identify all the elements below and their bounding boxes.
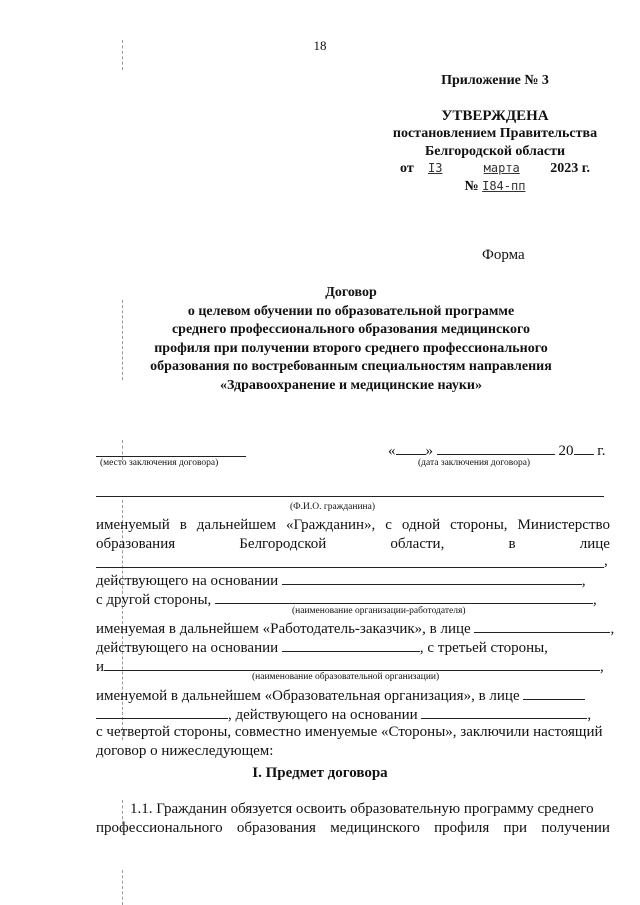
number-value: I84-пп <box>482 179 526 193</box>
scan-margin-mark <box>122 440 123 460</box>
word: профиля <box>434 820 490 836</box>
date-prefix: от <box>400 161 414 176</box>
word: Министерство <box>517 517 610 533</box>
approval-date <box>360 161 630 177</box>
comma: , <box>600 659 604 675</box>
citizen-name-field[interactable] <box>96 496 604 497</box>
paragraph-line: с четвертой стороны, совместно именуемые «Стороны», заключили настоящий <box>96 724 603 740</box>
place-caption: (место заключения договора) <box>100 458 219 468</box>
line-text: с другой стороны, <box>96 592 212 608</box>
word: получении <box>541 820 610 836</box>
approved-label: УТВЕРЖДЕНА <box>441 108 549 124</box>
year-prefix: 20 <box>558 443 574 459</box>
word: дальнейшем <box>196 517 276 533</box>
line-text: и <box>96 659 105 675</box>
scan-margin-mark <box>122 870 123 905</box>
quote-open: « <box>388 443 396 459</box>
basis-field[interactable] <box>282 570 582 585</box>
comma: , <box>587 707 592 723</box>
employer-field[interactable] <box>215 589 593 604</box>
approval-number <box>360 179 630 195</box>
date-year: 2023 г. <box>550 161 590 176</box>
approved-by-line1: постановлением Правительства <box>392 126 598 141</box>
paragraph-line <box>96 618 615 638</box>
title-line: «Здравоохранение и медицинские науки» <box>220 377 482 393</box>
title-line: о целевом обучении по образовательной программе <box>187 303 515 319</box>
word: именуемый <box>96 517 170 533</box>
paragraph-line <box>96 637 610 657</box>
word: профессионального <box>96 820 223 836</box>
page-number: 18 <box>313 38 327 53</box>
paragraph-line: 1.1. Гражданин обязуется освоить образовательную программу среднего <box>130 801 594 817</box>
word: образования <box>96 536 176 552</box>
date-caption: (дата заключения договора) <box>418 458 531 468</box>
word: области, <box>390 536 445 552</box>
edu-org-caption: (наименование образовательной организации) <box>252 672 440 682</box>
word: медицинского <box>330 820 420 836</box>
year-field[interactable] <box>574 440 594 455</box>
line-text: именуемая в дальнейшем «Работодатель-заказчик», в лице <box>96 621 471 637</box>
title-line: образования по востребованным специальностям направления <box>150 359 552 374</box>
paragraph-line <box>96 570 610 590</box>
day-field[interactable] <box>396 440 426 455</box>
word: при <box>503 820 528 836</box>
edu-representative-field-cont[interactable] <box>96 704 228 719</box>
employer-caption: (наименование организации-работодателя) <box>292 606 466 616</box>
contract-date <box>388 440 605 460</box>
paragraph-line <box>96 516 610 534</box>
number-prefix: № <box>464 179 479 194</box>
date-month: марта <box>483 161 520 175</box>
comma: , <box>610 621 615 637</box>
edu-representative-field[interactable] <box>523 685 585 700</box>
appendix-label: Приложение № 3 <box>441 73 549 88</box>
title-line: профиля при получении второго среднего профессионального <box>154 340 548 356</box>
line-text: действующего на основании <box>96 573 279 589</box>
word: «Гражданин», <box>285 517 376 533</box>
citizen-caption: (Ф.И.О. гражданина) <box>290 502 375 512</box>
word: Белгородской <box>239 536 327 552</box>
comma: , <box>604 553 608 569</box>
employer-basis-field[interactable] <box>282 637 420 652</box>
word: с <box>385 517 392 533</box>
paragraph-line <box>96 535 610 553</box>
word: одной <box>401 517 441 533</box>
edu-basis-field[interactable] <box>421 704 587 719</box>
line-text: именуемой в дальнейшем «Образовательная организация», в лице <box>96 688 520 704</box>
title-line: среднего профессионального образования медицинского <box>171 322 531 337</box>
word: стороны, <box>450 517 508 533</box>
representative-field[interactable] <box>96 567 604 568</box>
quote-close: » <box>425 443 433 459</box>
paragraph-line <box>96 685 610 705</box>
approved-by-line2: Белгородской области <box>424 144 566 159</box>
date-day: I3 <box>427 161 443 175</box>
line-text: действующего на основании <box>96 640 279 656</box>
document-title <box>96 284 606 395</box>
word: в <box>508 536 516 552</box>
month-field[interactable] <box>437 440 555 455</box>
word: лице <box>579 536 610 552</box>
paragraph-line: договор о нижеследующем: <box>96 743 274 759</box>
employer-representative-field[interactable] <box>474 618 610 633</box>
comma: , <box>581 573 586 589</box>
paragraph-line <box>96 819 610 837</box>
year-suffix: г. <box>597 443 606 459</box>
line-text: , с третьей стороны, <box>419 640 548 656</box>
line-text: , действующего на основании <box>228 707 418 723</box>
comma: , <box>593 592 597 608</box>
title-line: Договор <box>325 285 377 300</box>
form-label: Форма <box>482 247 525 263</box>
word: в <box>179 517 187 533</box>
paragraph-line <box>96 704 610 724</box>
place-field[interactable] <box>96 456 246 457</box>
edu-org-field[interactable] <box>104 656 600 671</box>
word: образования <box>236 820 316 836</box>
section-heading: I. Предмет договора <box>252 765 388 781</box>
